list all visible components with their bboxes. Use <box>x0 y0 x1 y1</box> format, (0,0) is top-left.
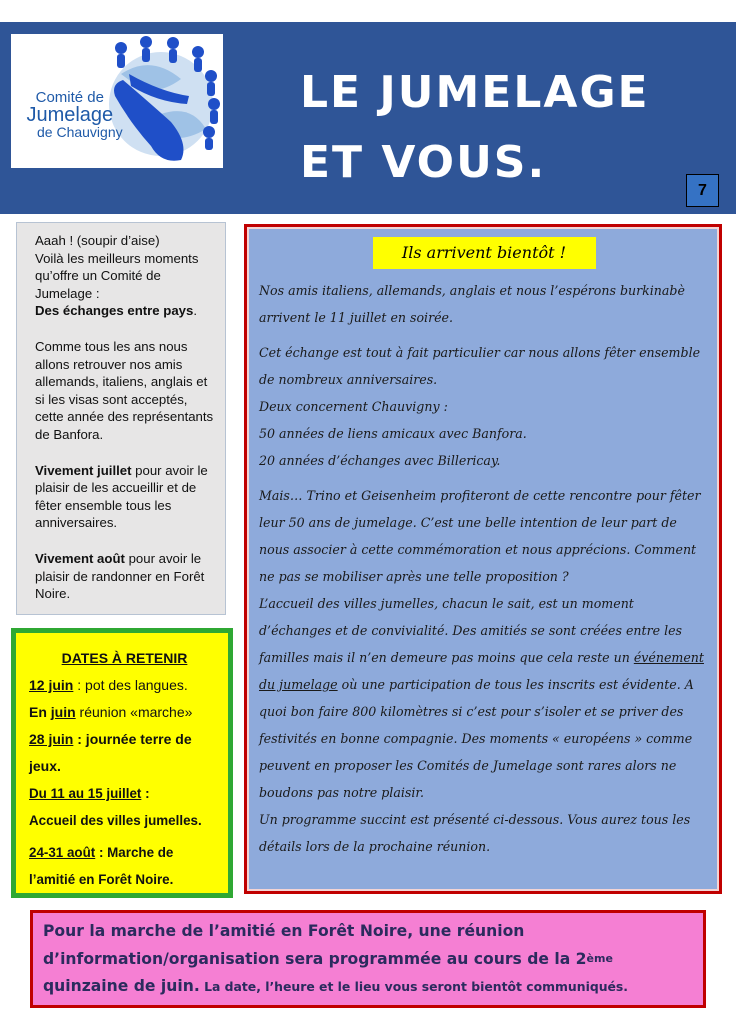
date-label: 28 juin <box>29 731 74 747</box>
date-item <box>29 726 220 780</box>
article-paragraph: Nos amis italiens, allemands, anglais et nous l’espérons burkinabè arrivent le 11 juillet en soirée. <box>259 283 685 325</box>
bottom-small-text: La date, l’heure et le lieu vous seront bientôt communiqués. <box>199 979 628 994</box>
intro-paragraph-3 <box>35 462 219 532</box>
intro-paragraph-4 <box>35 550 219 603</box>
dates-title: DATES À RETENIR <box>61 650 188 666</box>
bottom-banner <box>30 910 706 1008</box>
date-text: réunion «marche» <box>75 704 193 720</box>
bottom-superscript: ème <box>586 952 613 965</box>
intro-august-bold: Vivement août <box>35 550 125 566</box>
logo-text <box>17 90 123 139</box>
date-text: : Marche de l’amitié en Forêt Noire. <box>29 845 174 887</box>
date-item <box>29 839 220 893</box>
page-title <box>300 58 650 198</box>
date-prefix: En <box>29 704 51 720</box>
title-line1: LE JUMELAGE <box>300 67 650 118</box>
date-label: 12 juin <box>29 677 74 693</box>
main-article <box>244 224 722 894</box>
logo <box>11 34 223 168</box>
article-paragraph: 50 années de liens amicaux avec Banfora. <box>259 426 527 441</box>
article-underlined: événement du jumelage <box>259 650 704 692</box>
date-text: : <box>141 786 150 801</box>
intro-paragraph-2: Comme tous les ans nous allons retrouver nos amis allemands, italiens, anglais et si les visas sont acceptés, cette année des représentants de Banfora. <box>35 338 214 442</box>
page-number: 7 <box>686 174 719 207</box>
intro-sigh: Aaah ! (soupir d’aise) <box>35 233 160 248</box>
intro-paragraph-1 <box>35 232 219 320</box>
date-text-line2: Accueil des villes jumelles. <box>29 813 202 828</box>
logo-line2: Jumelage <box>26 104 114 126</box>
article-text: où une participation de tous les inscrits est évidente. A quoi bon faire 800 kilomètres si c’est pour s’isoler et se priver des festivités en bonne compagnie. Des moments « européens » comme peuvent en proposer les Comités de Jumelage sont rares alors ne boudons pas notre plaisir. <box>259 677 694 800</box>
date-label: Du 11 au 15 juillet <box>29 786 142 801</box>
date-item <box>29 780 220 834</box>
date-label: 24-31 août <box>29 845 96 860</box>
date-text: : pot des langues. <box>73 677 188 693</box>
article-paragraph <box>259 590 709 806</box>
article-paragraph: Deux concernent Chauvigny : <box>259 399 448 414</box>
date-text: : journée terre de jeux. <box>29 731 192 774</box>
date-label: juin <box>50 704 76 720</box>
article-title: Ils arrivent bientôt ! <box>373 237 596 269</box>
intro-july-text: pour avoir le plaisir de les accueillir et de fêter ensemble tous les anniversaires. <box>35 462 208 531</box>
logo-line1: Comité de <box>35 89 104 106</box>
logo-line3: de Chauvigny <box>37 124 123 140</box>
article-paragraph: Un programme succint est présenté ci-dessous. Vous aurez tous les détails lors de la prochaine réunion. <box>259 812 691 854</box>
intro-august-text: pour avoir le plaisir de randonner en Forêt Noire. <box>35 550 205 602</box>
intro-period: . <box>193 303 197 319</box>
date-item <box>29 699 220 726</box>
intro-bold: Des échanges entre pays <box>35 303 194 319</box>
bottom-text: Pour la marche de l’amitié en Forêt Noire, une réunion d’information/organisation sera programmée au cours de la 2 <box>43 922 587 968</box>
article-text: L’accueil des villes jumelles, chacun le sait, est un moment d’échanges et de convivialité. Des amitiés se sont créées entre les familles mais il n’en demeure pas moins que cela reste un <box>259 596 683 665</box>
title-line2: ET VOUS. <box>300 137 547 188</box>
article-paragraph: Mais… Trino et Geisenheim profiteront de cette rencontre pour fêter leur 50 ans de jumelage. C’est une belle intention de leur part de nous associer à cette commémoration et nous apprécions. Comment ne pas se mobiliser après une telle proposition ? <box>259 488 701 584</box>
intro-box <box>16 222 226 615</box>
date-item <box>29 672 220 699</box>
bottom-text-end: quinzaine de juin. <box>43 977 200 995</box>
article-paragraph: 20 années d’échanges avec Billericay. <box>259 453 501 468</box>
dates-box <box>11 628 233 898</box>
intro-july-bold: Vivement juillet <box>35 462 132 478</box>
intro-text: Voilà les meilleurs moments qu’offre un Comité de Jumelage : <box>35 250 199 301</box>
article-paragraph: Cet échange est tout à fait particulier car nous allons fêter ensemble de nombreux anniversaires. <box>259 345 701 387</box>
